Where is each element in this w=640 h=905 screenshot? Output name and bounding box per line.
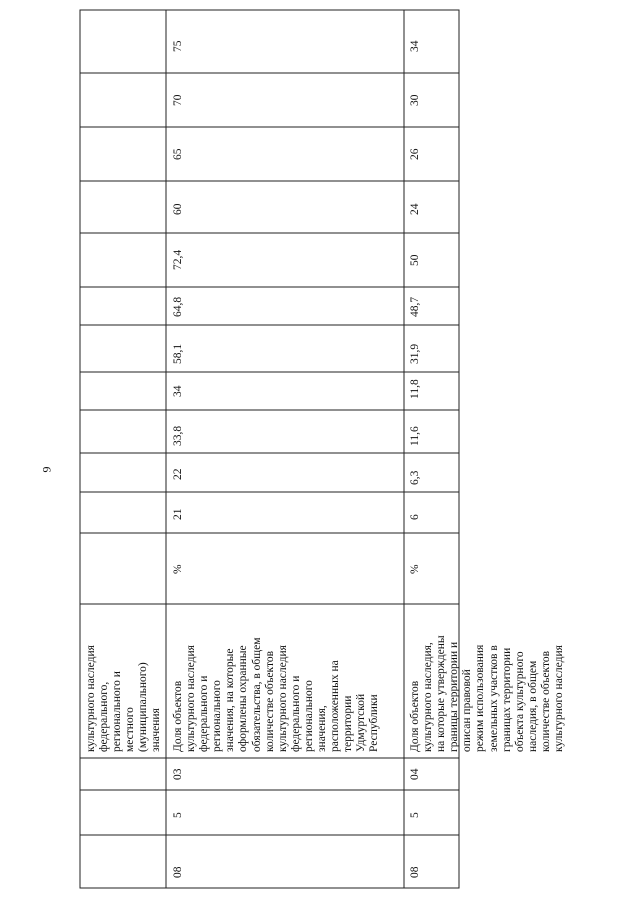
row1-value-8: 60 [172,203,184,215]
row2-value-5: 31,9 [409,343,421,364]
table-border [80,10,459,888]
row2-code-b: 5 [409,812,421,818]
row1-value-1: 21 [172,508,184,520]
row1-value-9: 65 [172,148,184,160]
row1-value-3: 33,8 [172,425,184,446]
row1-value-6: 64,8 [172,296,184,317]
top-row-description: культурного наследия федерального, регионального и местного (муниципального) значения [85,645,163,752]
row2-value-11: 34 [409,40,421,52]
row2-value-9: 26 [409,148,421,160]
row1-unit: % [172,564,184,574]
row1-code-c: 03 [172,768,184,780]
row2-code-a: 08 [409,866,421,878]
row2-value-6: 48,7 [409,296,421,317]
row1-value-4: 34 [172,385,184,397]
row1-value-7: 72,4 [172,249,184,270]
row1-code-a: 08 [172,866,184,878]
row2-value-4: 11,8 [409,379,421,399]
row1-code-b: 5 [172,812,184,818]
row1-value-10: 70 [172,94,184,106]
row2-value-1: 6 [409,514,421,520]
row1-value-11: 75 [172,40,184,52]
row2-code-c: 04 [409,768,421,780]
row2-value-7: 50 [409,254,421,266]
row2-value-3: 11,6 [409,426,421,446]
row2-value-8: 24 [409,203,421,215]
row1-value-2: 22 [172,468,184,480]
row2-description: Доля объектов культурного наследия, на которые утверждены границы территории и описан правовой режим использования земельных участков в границах территории объекта культурного наследия, в общем количестве объектов культурного наследия [409,635,566,752]
row2-value-10: 30 [409,94,421,106]
row2-value-2: 6,3 [409,470,421,485]
row2-unit: % [409,564,421,574]
row1-value-5: 58,1 [172,343,184,364]
row1-description: Доля объектов культурного наследия федерального и регионального значения, на которые оформлены охранные обязательства, в общем количестве объектов культурного наследия федерального и регионального значения, расположенных на территории Удмуртской Республики [172,637,381,752]
page-number: 9 [39,466,54,473]
